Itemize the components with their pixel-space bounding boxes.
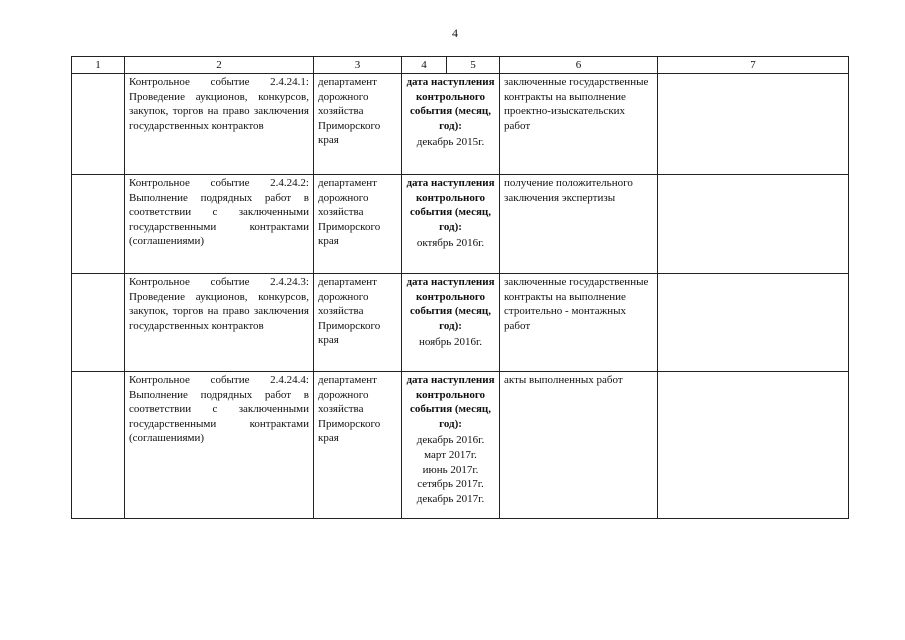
table-row	[72, 372, 849, 519]
event-date-value: ноябрь 2016г.	[418, 336, 483, 349]
header-col-7: 7	[658, 57, 849, 74]
event-date-cell	[402, 74, 500, 175]
header-col-4: 4	[402, 57, 447, 74]
row-number-cell	[72, 74, 125, 175]
expected-result: акты выполненных работ	[504, 374, 623, 386]
table-row	[72, 175, 849, 274]
notes-cell	[658, 274, 849, 372]
responsible-executor: департамент дорожного хозяйства Приморского края	[318, 276, 381, 347]
expected-result: получение положительного заключения экспертизы	[504, 177, 633, 204]
responsible-cell	[314, 372, 402, 519]
event-date-label: дата наступления контрольного события (месяц, год):	[406, 177, 495, 233]
responsible-executor: департамент дорожного хозяйства Приморского края	[318, 76, 381, 147]
event-date-value: декабрь 2015г.	[416, 136, 485, 149]
event-description-cell	[125, 274, 314, 372]
header-col-5: 5	[447, 57, 500, 74]
header-col-6: 6	[500, 57, 658, 74]
row-number-cell	[72, 175, 125, 274]
event-description: Контрольное событие 2.4.24.1: Проведение аукционов, конкурсов, закупок, торгов на право заключения государственных контрактов	[129, 76, 309, 132]
row-number-cell	[72, 372, 125, 519]
header-col-3: 3	[314, 57, 402, 74]
expected-result: заключенные государственные контракты на выполнение строительно - монтажных работ	[504, 276, 649, 332]
event-description: Контрольное событие 2.4.24.2: Выполнение подрядных работ в соответствии с заключенными государственными контрактами (соглашениями)	[129, 177, 309, 248]
event-date-value: сетябрь 2017г.	[417, 478, 484, 491]
responsible-executor: департамент дорожного хозяйства Приморского края	[318, 177, 381, 248]
event-date-value: март 2017г.	[424, 448, 477, 461]
event-date-label: дата наступления контрольного события (месяц, год):	[406, 76, 495, 132]
event-date-value: июнь 2017г.	[422, 463, 479, 476]
header-col-1: 1	[72, 57, 125, 74]
table-row	[72, 274, 849, 372]
event-description-cell	[125, 372, 314, 519]
header-col-2: 2	[125, 57, 314, 74]
event-description: Контрольное событие 2.4.24.3: Проведение аукционов, конкурсов, закупок, торгов на право заключения государственных контрактов	[129, 276, 309, 332]
notes-cell	[658, 74, 849, 175]
notes-cell	[658, 372, 849, 519]
event-date-cell	[402, 372, 500, 519]
table-row	[72, 74, 849, 175]
event-description-cell	[125, 175, 314, 274]
responsible-cell	[314, 74, 402, 175]
event-date-cell	[402, 274, 500, 372]
result-cell	[500, 74, 658, 175]
responsible-cell	[314, 175, 402, 274]
event-description-cell	[125, 74, 314, 175]
result-cell	[500, 175, 658, 274]
event-date-label: дата наступления контрольного события (месяц, год):	[406, 374, 495, 430]
event-date-cell	[402, 175, 500, 274]
event-date-value: декабрь 2016г.	[416, 434, 485, 447]
responsible-executor: департамент дорожного хозяйства Приморского края	[318, 374, 381, 445]
row-number-cell	[72, 274, 125, 372]
event-date-value: октябрь 2016г.	[416, 237, 485, 250]
page-number: 4	[452, 26, 458, 40]
notes-cell	[658, 175, 849, 274]
header-row	[72, 57, 849, 74]
event-date-value: декабрь 2017г.	[416, 492, 485, 505]
event-date-label: дата наступления контрольного события (месяц, год):	[406, 276, 495, 332]
event-description: Контрольное событие 2.4.24.4: Выполнение подрядных работ в соответствии с заключенными государственными контрактами (соглашениями)	[129, 374, 309, 445]
responsible-cell	[314, 274, 402, 372]
result-cell	[500, 372, 658, 519]
result-cell	[500, 274, 658, 372]
control-events-table	[71, 56, 849, 519]
expected-result: заключенные государственные контракты на выполнение проектно-изыскательских работ	[504, 76, 649, 132]
